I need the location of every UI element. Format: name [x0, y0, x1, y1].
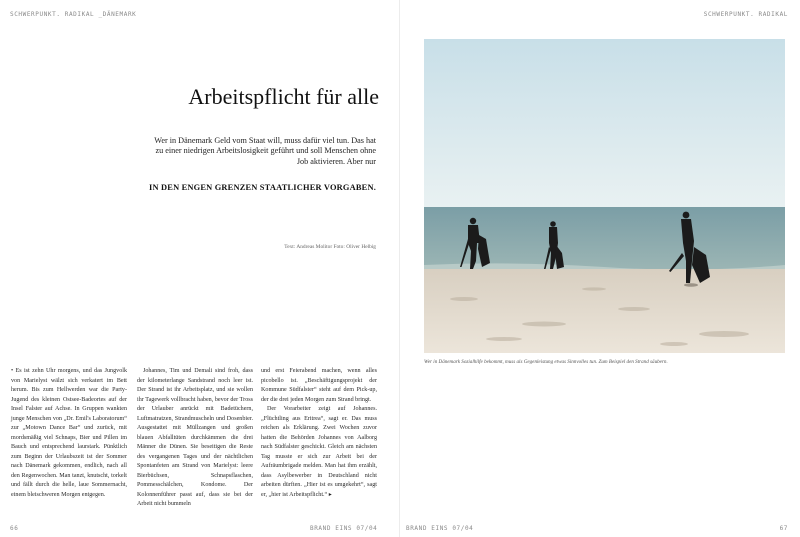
body-column-1	[11, 367, 127, 500]
article-headline: Arbeitspflicht für alle	[188, 84, 379, 109]
body-column-3	[261, 367, 377, 500]
right-page	[400, 0, 800, 537]
article-credits: Text: Andreas Molitor Foto: Oliver Helbig	[284, 244, 376, 250]
body-paragraph: und erst Feierabend machen, wenn alles picobello ist. „Beschäftigungsprojekt der Kommune Südfalster“ steht auf dem Pick-up, der die drei jeden Morgen zum Strand bringt.	[261, 368, 377, 403]
body-paragraph: Johannes, Tim und Demali sind froh, dass der kilometerlange Sandstrand noch leer ist. Der Strand ist ihr Arbeitsplatz, und sie wollen ihr Tagewerk vollbracht haben, bevor der Tross der Urlauber anrückt mit Badetüchern, Luftmatratzen, Strandmuscheln und Dosenbier. Ausgestattet mit Müllzangen und großen blauen Abfalltüten durchkämmen die drei Männer die Dünen. Sie beseitigen die Reste des vergangenen Tages und der nächtlichen Spontanfeten am Strand von Marielyst: leere Bierbüchsen, Schnapsflaschen, Pommesschälchen, Kondome. Der Kolonnenführer passt auf, dass sie bei der Arbeit nicht bummeln	[137, 368, 253, 507]
running-head-right: SCHWERPUNKT. RADIKAL	[703, 11, 788, 18]
page-number-right: 67	[779, 525, 788, 532]
body-column-2	[137, 367, 253, 510]
body-paragraph: Der Vorarbeiter zeigt auf Johannes. „Flüchtling aus Eritrea“, sagt er. Das muss reichen als Erklärung. Zwei Wochen zuvor hatten die Behörden Johannes von Aalborg nach Südfalster geschickt. Gleich am nächsten Tag musste er sich zur Arbeit bei der Aufräumbrigade melden. Man hat ihm erzählt, dass Asylbewerber in Deutschland nicht arbeiten dürften. „Hier ist es umgekehrt“, sagt er, „hier ist Arbeitspflicht.“ ▸	[261, 406, 377, 498]
photo-caption: Wer in Dänemark Sozialhilfe bekommt, muss als Gegenleistung etwas Sinnvolles tun. Zum Beispiel den Strand säubern.	[424, 359, 668, 365]
magazine-issue-left: BRAND EINS 07/04	[310, 525, 378, 532]
beach-photo-illustration	[424, 39, 785, 353]
page-number-left: 66	[10, 525, 19, 532]
running-head-left: SCHWERPUNKT. RADIKAL _DÄNEMARK	[10, 11, 137, 18]
magazine-issue-right: BRAND EINS 07/04	[406, 525, 474, 532]
article-standfirst-caps: IN DEN ENGEN GRENZEN STAATLICHER VORGABEN.	[149, 183, 376, 192]
beach-cleanup-photo	[424, 39, 785, 353]
body-paragraph: • Es ist zehn Uhr morgens, und das Jungvolk von Marielyst wälzt sich verkatert im Bett herum. Bis zum Hellwerden war die Party-Jugend des kleinen Ostsee-Badeortes auf der Insel Falster auf Achse. In Gruppen wankten junge Menschen von „Dr. Emil's Laboratorum“ zur „Motown Dance Bar“ und zurück, mit mordsmäßig viel Schnaps, Bier und Pillen im Bauch und entsprechend laurstark. Pünktlich zum Beginn der Urlaubszeit ist der Sommer nach Dänemark gekommen, endlich, nach all den Regenwochen. Man tanzt, knutscht, torkelt und fällt durch die helle, laue Sommernacht, einem bleischweren Morgen entgegen.	[11, 368, 127, 498]
article-standfirst: Wer in Dänemark Geld vom Staat will, muss dafür viel tun. Das hat zu einer niedrigen Arbeitslosigkeit geführt und soll Menschen ohne Job aktivieren. Aber nur	[154, 136, 376, 166]
